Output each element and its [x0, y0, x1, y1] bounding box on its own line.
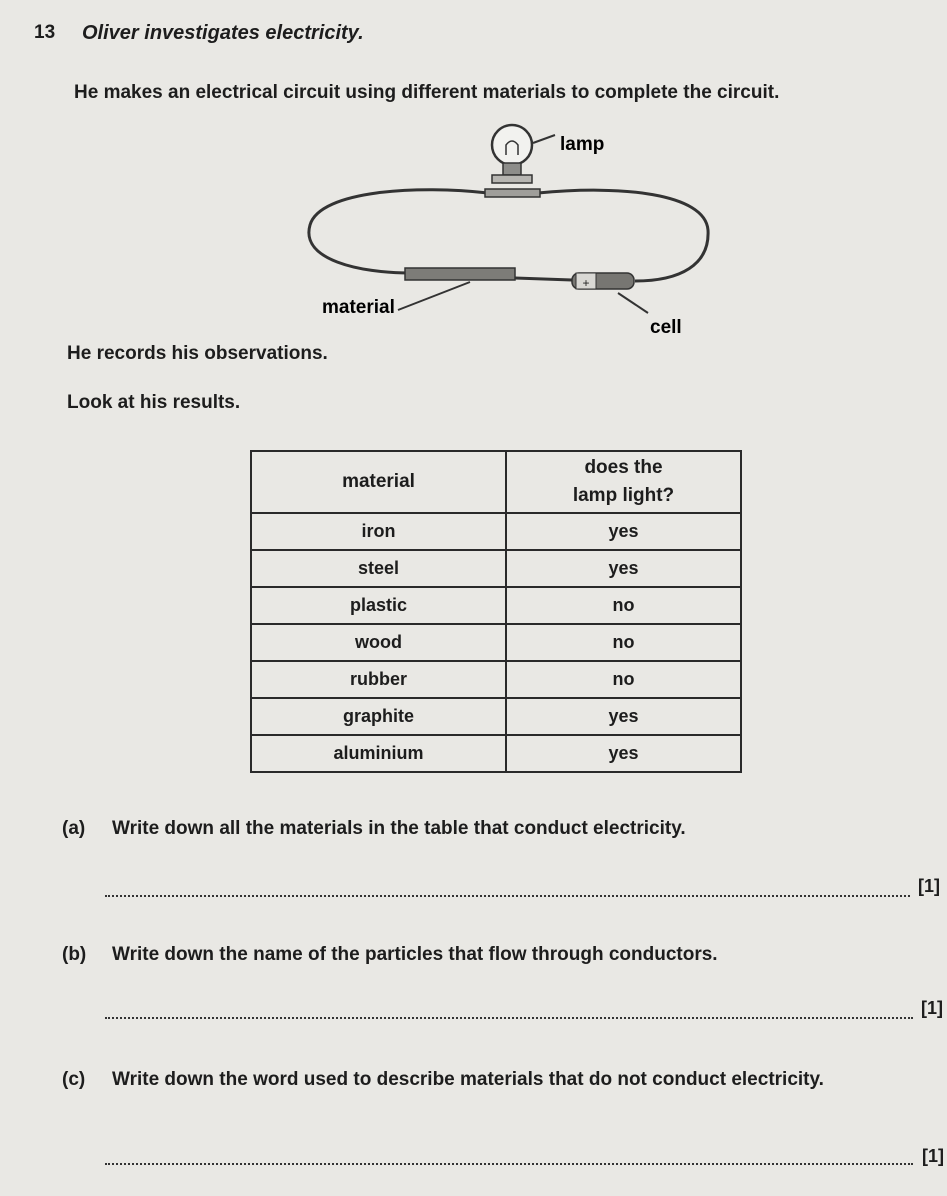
light-cell: yes [506, 735, 741, 772]
table-row [251, 661, 741, 698]
part-a-text-after: the materials in the table that conduct electricity. [240, 818, 686, 839]
cell-icon [572, 273, 634, 290]
table-row [251, 587, 741, 624]
part-c-question [62, 1069, 824, 1091]
table-header-row [251, 451, 741, 513]
part-b-text: Write down the name of the particles that flow through conductors. [112, 944, 718, 965]
table-row [251, 698, 741, 735]
part-b-question [62, 944, 718, 966]
part-a-marks: [1] [918, 876, 940, 896]
material-cell: steel [251, 550, 506, 587]
material-pointer [398, 282, 470, 310]
look-text: Look at his results. [67, 392, 241, 413]
cell-label: cell [650, 317, 682, 338]
light-cell: yes [506, 513, 741, 550]
part-c-text-after: conduct electricity. [646, 1069, 824, 1090]
part-c-text-before: Write down the word used to describe materials that do [112, 1069, 618, 1090]
question-number: 13 [34, 22, 56, 43]
material-label: material [322, 297, 395, 318]
cell-terminal-label: + [582, 276, 590, 290]
part-b-marks: [1] [921, 998, 943, 1018]
question-title: Oliver investigates electricity. [82, 22, 364, 44]
light-cell: yes [506, 550, 741, 587]
material-cell: wood [251, 624, 506, 661]
circuit-wire-right [538, 190, 708, 281]
part-c-label: (c) [62, 1069, 86, 1090]
table-row [251, 624, 741, 661]
lamp-pointer [533, 135, 555, 143]
part-c-emphasis: not [617, 1069, 647, 1090]
material-cell: graphite [251, 698, 506, 735]
light-cell: no [506, 661, 741, 698]
table-row [251, 550, 741, 587]
header-lamp-light-line2: lamp light? [572, 485, 675, 506]
part-c-marks: [1] [922, 1146, 944, 1166]
material-cell: iron [251, 513, 506, 550]
part-a-answer-line[interactable] [105, 895, 910, 897]
header-material: material [251, 451, 506, 513]
part-a-label: (a) [62, 818, 86, 839]
material-cell: aluminium [251, 735, 506, 772]
light-cell: no [506, 587, 741, 624]
circuit-diagram [300, 115, 720, 350]
lamp-icon [485, 125, 540, 197]
part-a-question [62, 818, 686, 840]
results-table [250, 450, 742, 773]
table-row [251, 513, 741, 550]
table-row [251, 735, 741, 772]
circuit-wire-mid [515, 278, 572, 280]
part-b-answer-line[interactable] [105, 1017, 913, 1019]
material-cell: plastic [251, 587, 506, 624]
material-cell: rubber [251, 661, 506, 698]
part-c-answer-line[interactable] [105, 1163, 913, 1165]
header-lamp-light [506, 451, 741, 513]
part-a-emphasis: all [219, 818, 241, 839]
lamp-label: lamp [560, 134, 605, 155]
material-rod-icon [405, 268, 515, 280]
cell-pointer [618, 293, 648, 313]
records-text: He records his observations. [67, 343, 328, 364]
light-cell: yes [506, 698, 741, 735]
header-lamp-light-line1: does the [584, 457, 663, 478]
light-cell: no [506, 624, 741, 661]
question-intro: He makes an electrical circuit using different materials to complete the circuit. [74, 82, 780, 103]
part-a-text-before: Write down [112, 818, 220, 839]
part-b-label: (b) [62, 944, 87, 965]
circuit-wire [309, 190, 488, 273]
